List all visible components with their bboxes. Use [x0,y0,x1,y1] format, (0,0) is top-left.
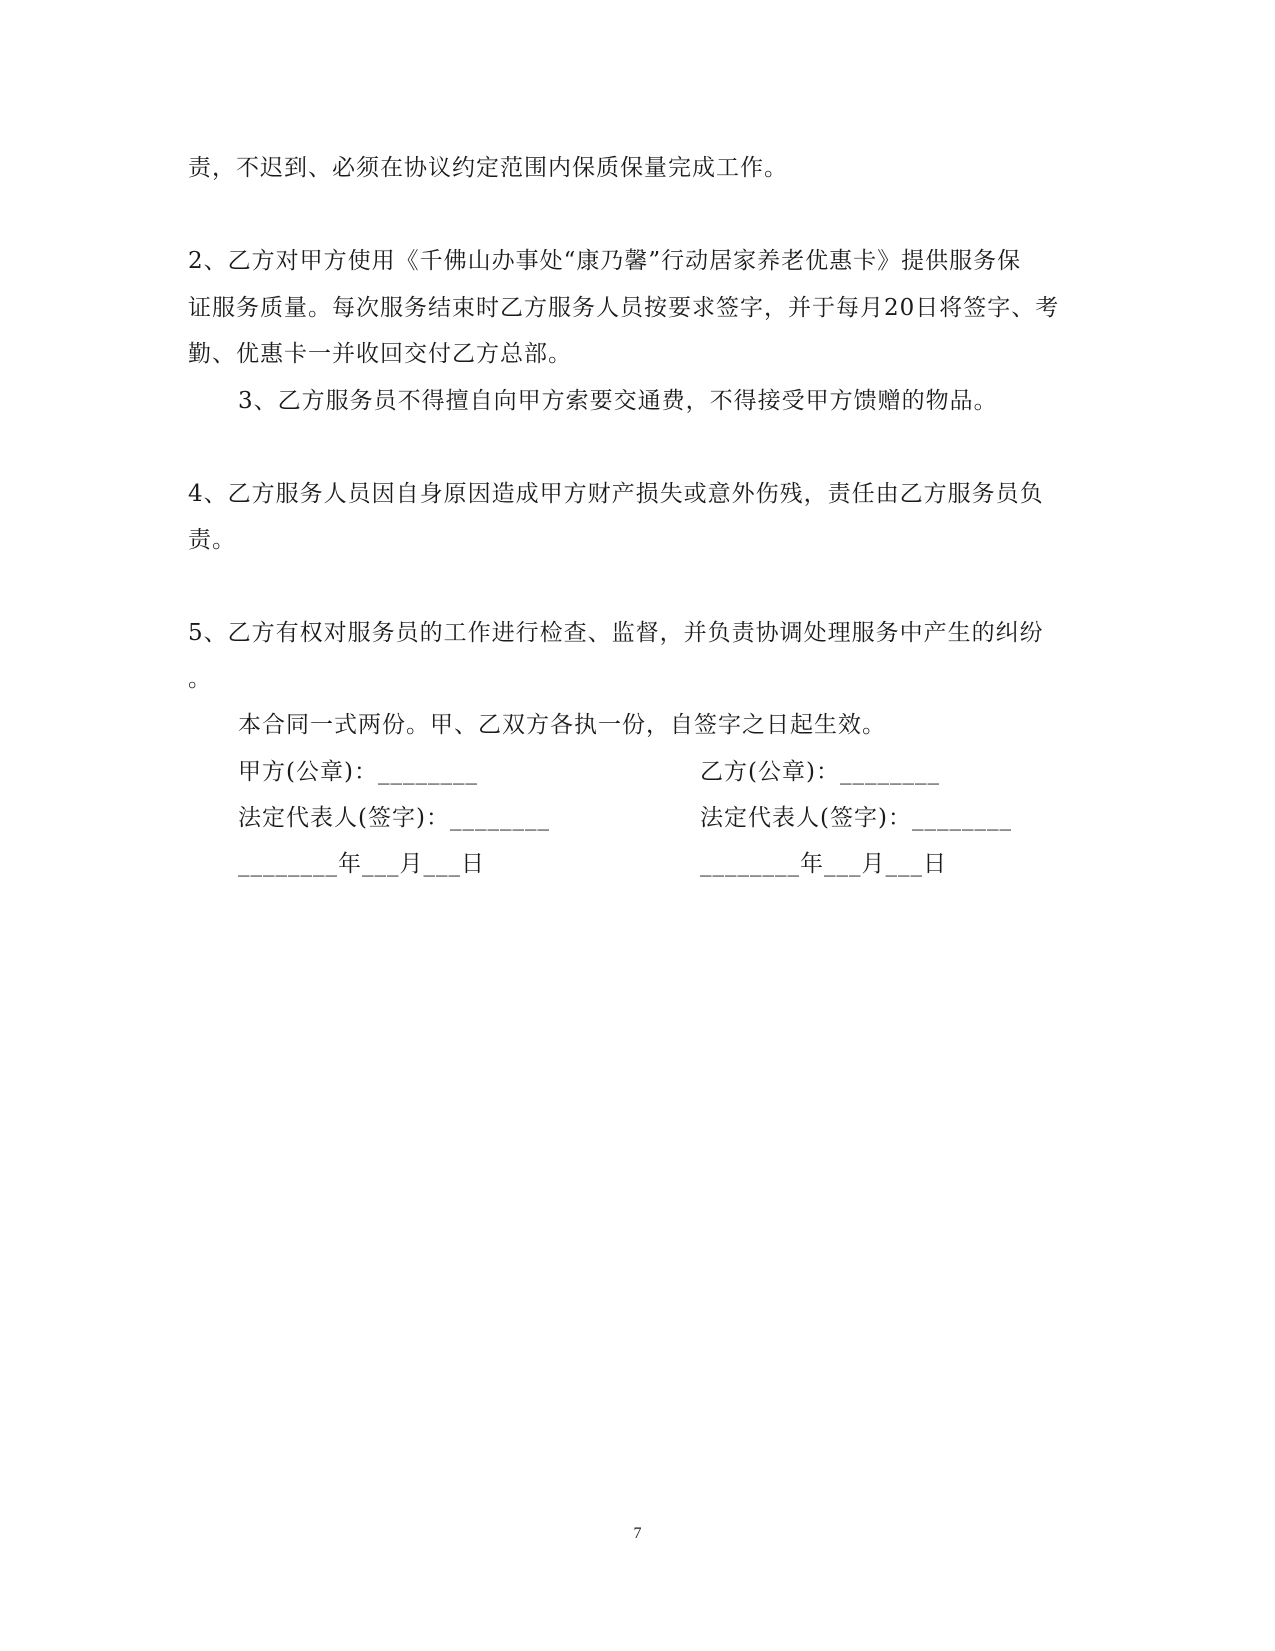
party-b-date: ________年___月___日 [700,851,947,877]
paragraph-4-line-1: 4、乙方服务人员因自身原因造成甲方财产损失或意外伤残，责任由乙方服务员负 [188,481,1044,507]
party-b-representative: 法定代表人(签字)：________ [700,805,1012,831]
party-a-date: ________年___月___日 [238,851,485,877]
paragraph-2-line-1: 2、乙方对甲方使用《千佛山办事处“康乃馨”行动居家养老优惠卡》提供服务保 [188,248,1022,274]
party-a-seal: 甲方(公章)：________ [238,759,478,785]
paragraph-5-line-1: 5、乙方有权对服务员的工作进行检查、监督，并负责协调处理服务中产生的纠纷 [188,620,1044,646]
party-a-representative: 法定代表人(签字)：________ [238,805,550,831]
paragraph-2-line-2: 证服务质量。每次服务结束时乙方服务人员按要求签字，并于每月20日将签字、考 [188,295,1060,321]
paragraph-1-line-1: 责，不迟到、必须在协议约定范围内保质保量完成工作。 [188,155,788,181]
paragraph-6-line-1: 本合同一式两份。甲、乙双方各执一份，自签字之日起生效。 [238,712,886,738]
paragraph-4-line-2: 责。 [188,527,236,553]
page-number: 7 [633,1525,642,1542]
party-b-seal: 乙方(公章)：________ [700,759,940,785]
paragraph-5-line-2: 。 [188,666,212,692]
paragraph-2-line-3: 勤、优惠卡一并收回交付乙方总部。 [188,341,572,367]
paragraph-3-line-1: 3、乙方服务员不得擅自向甲方索要交通费，不得接受甲方馈赠的物品。 [238,388,998,414]
